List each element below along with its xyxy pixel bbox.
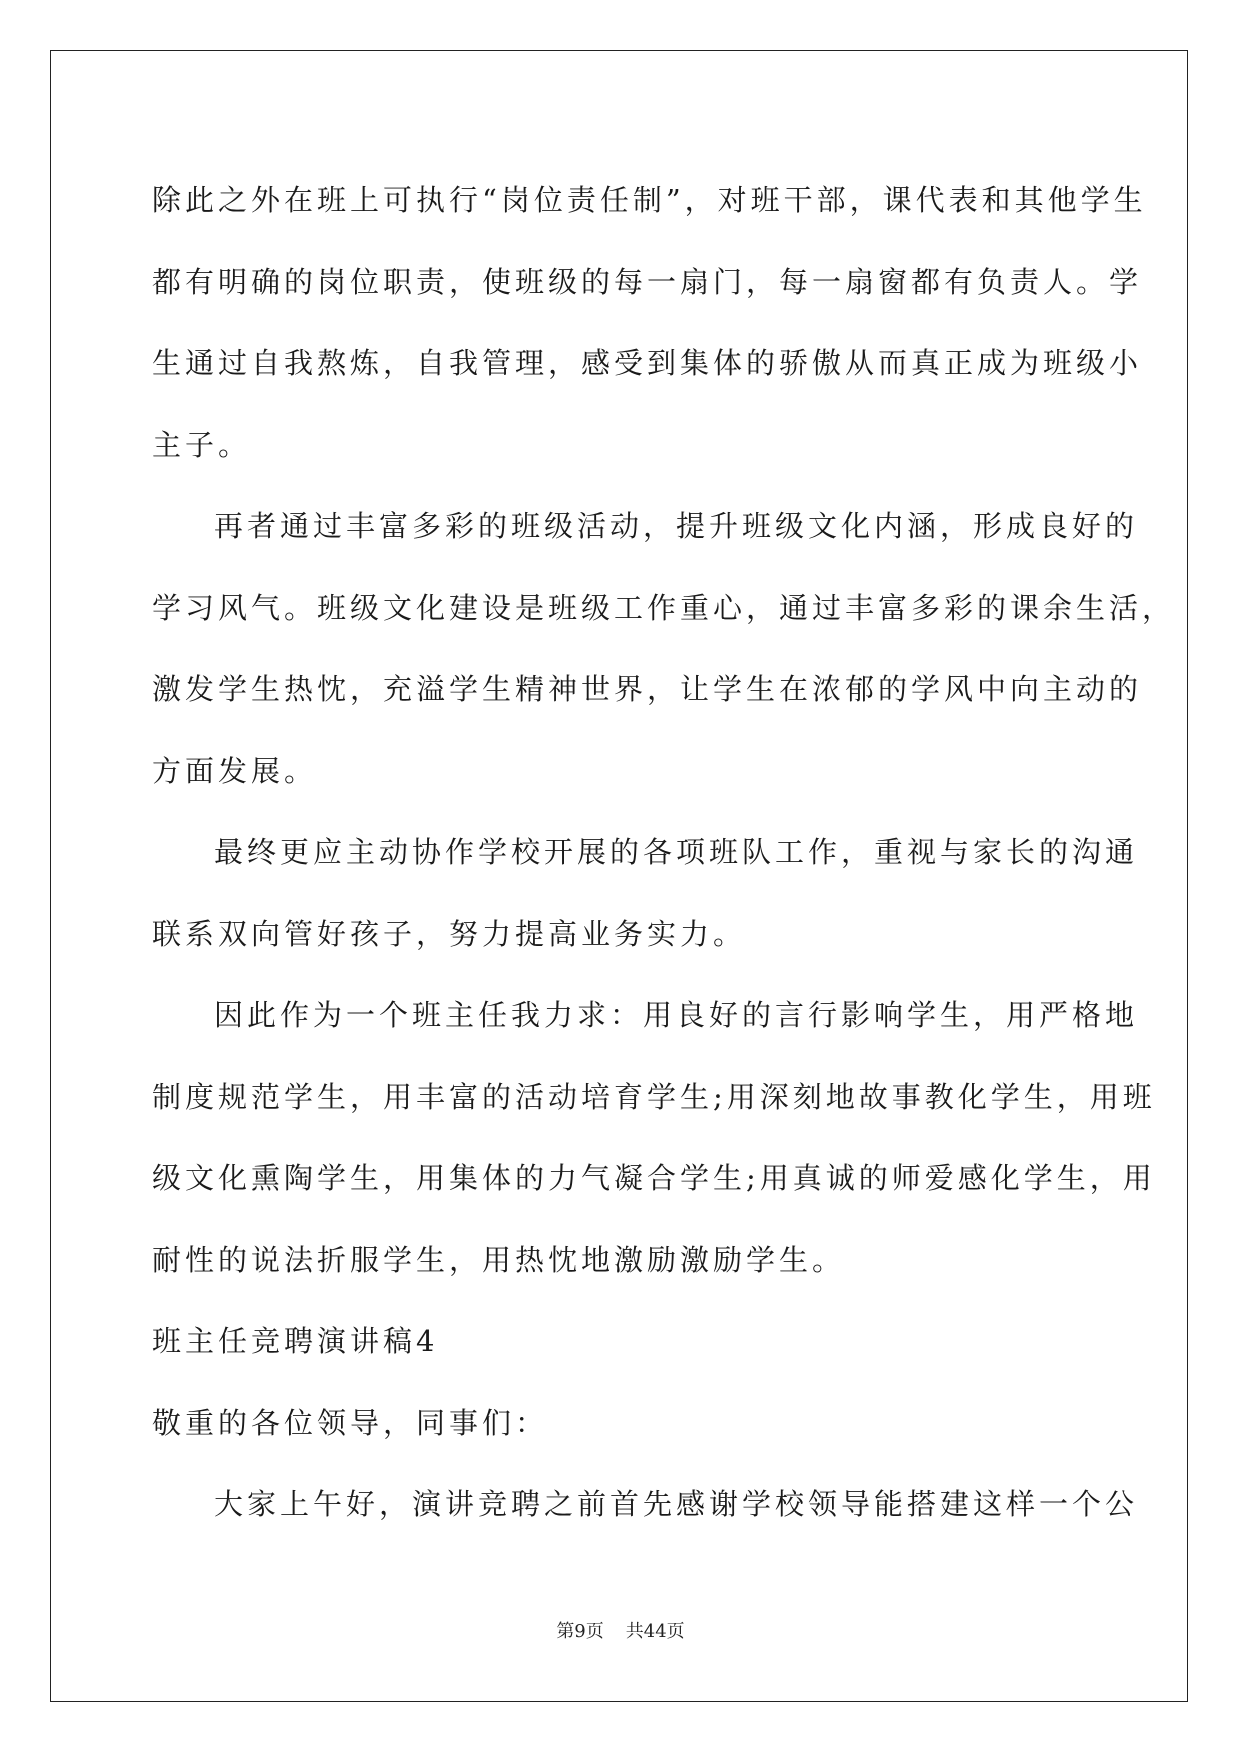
salutation xyxy=(152,1383,1102,1465)
paragraph xyxy=(152,975,1156,1301)
text-line: 制度规范学生，用丰富的活动培育学生;用深刻地故事教化学生，用班 xyxy=(152,1079,1156,1114)
text-line: 耐性的说法折服学生，用热忱地激励激励学生。 xyxy=(152,1242,846,1277)
text-line: 敬重的各位领导，同事们： xyxy=(152,1405,549,1440)
document-body xyxy=(152,160,1176,1546)
text-line: 最终更应主动协作学校开展的各项班队工作，重视与家长的沟通 xyxy=(214,835,1139,869)
text-line: 学习风气。班级文化建设是班级工作重心，通过丰富多彩的课余生活， xyxy=(152,590,1176,625)
page-total: 共44页 xyxy=(625,1621,685,1642)
paragraph xyxy=(152,160,1147,486)
text-line: 主子。 xyxy=(152,427,252,462)
text-line: 激发学生热忱，充溢学生精神世界，让学生在浓郁的学风中向主动的 xyxy=(152,672,1143,706)
text-line: 都有明确的岗位职责，使班级的每一扇门，每一扇窗都有负责人。学 xyxy=(152,264,1143,299)
paragraph xyxy=(152,1464,1139,1546)
text-line: 大家上午好，演讲竞聘之前首先感谢学校领导能搭建这样一个公 xyxy=(214,1487,1139,1521)
text-line: 因此作为一个班主任我力求：用良好的言行影响学生，用严格地 xyxy=(214,998,1139,1032)
text-line: 方面发展。 xyxy=(152,753,318,788)
text-line: 班主任竞聘演讲稿4 xyxy=(152,1324,439,1358)
page-footer xyxy=(0,1617,1241,1643)
text-line: 再者通过丰富多彩的班级活动，提升班级文化内涵，形成良好的 xyxy=(214,509,1139,543)
text-line: 级文化熏陶学生，用集体的力气凝合学生;用真诚的师爱感化学生，用 xyxy=(152,1161,1156,1195)
paragraph xyxy=(152,812,1139,975)
page-number: 第9页 xyxy=(556,1621,604,1642)
text-line: 生通过自我熬炼，自我管理，感受到集体的骄傲从而真正成为班级小 xyxy=(152,346,1143,380)
text-line: 联系双向管好孩子，努力提高业务实力。 xyxy=(152,916,747,951)
paragraph xyxy=(152,486,1176,812)
section-heading xyxy=(152,1301,1102,1383)
text-line: 除此之外在班上可执行“岗位责任制”，对班干部，课代表和其他学生 xyxy=(152,183,1147,217)
